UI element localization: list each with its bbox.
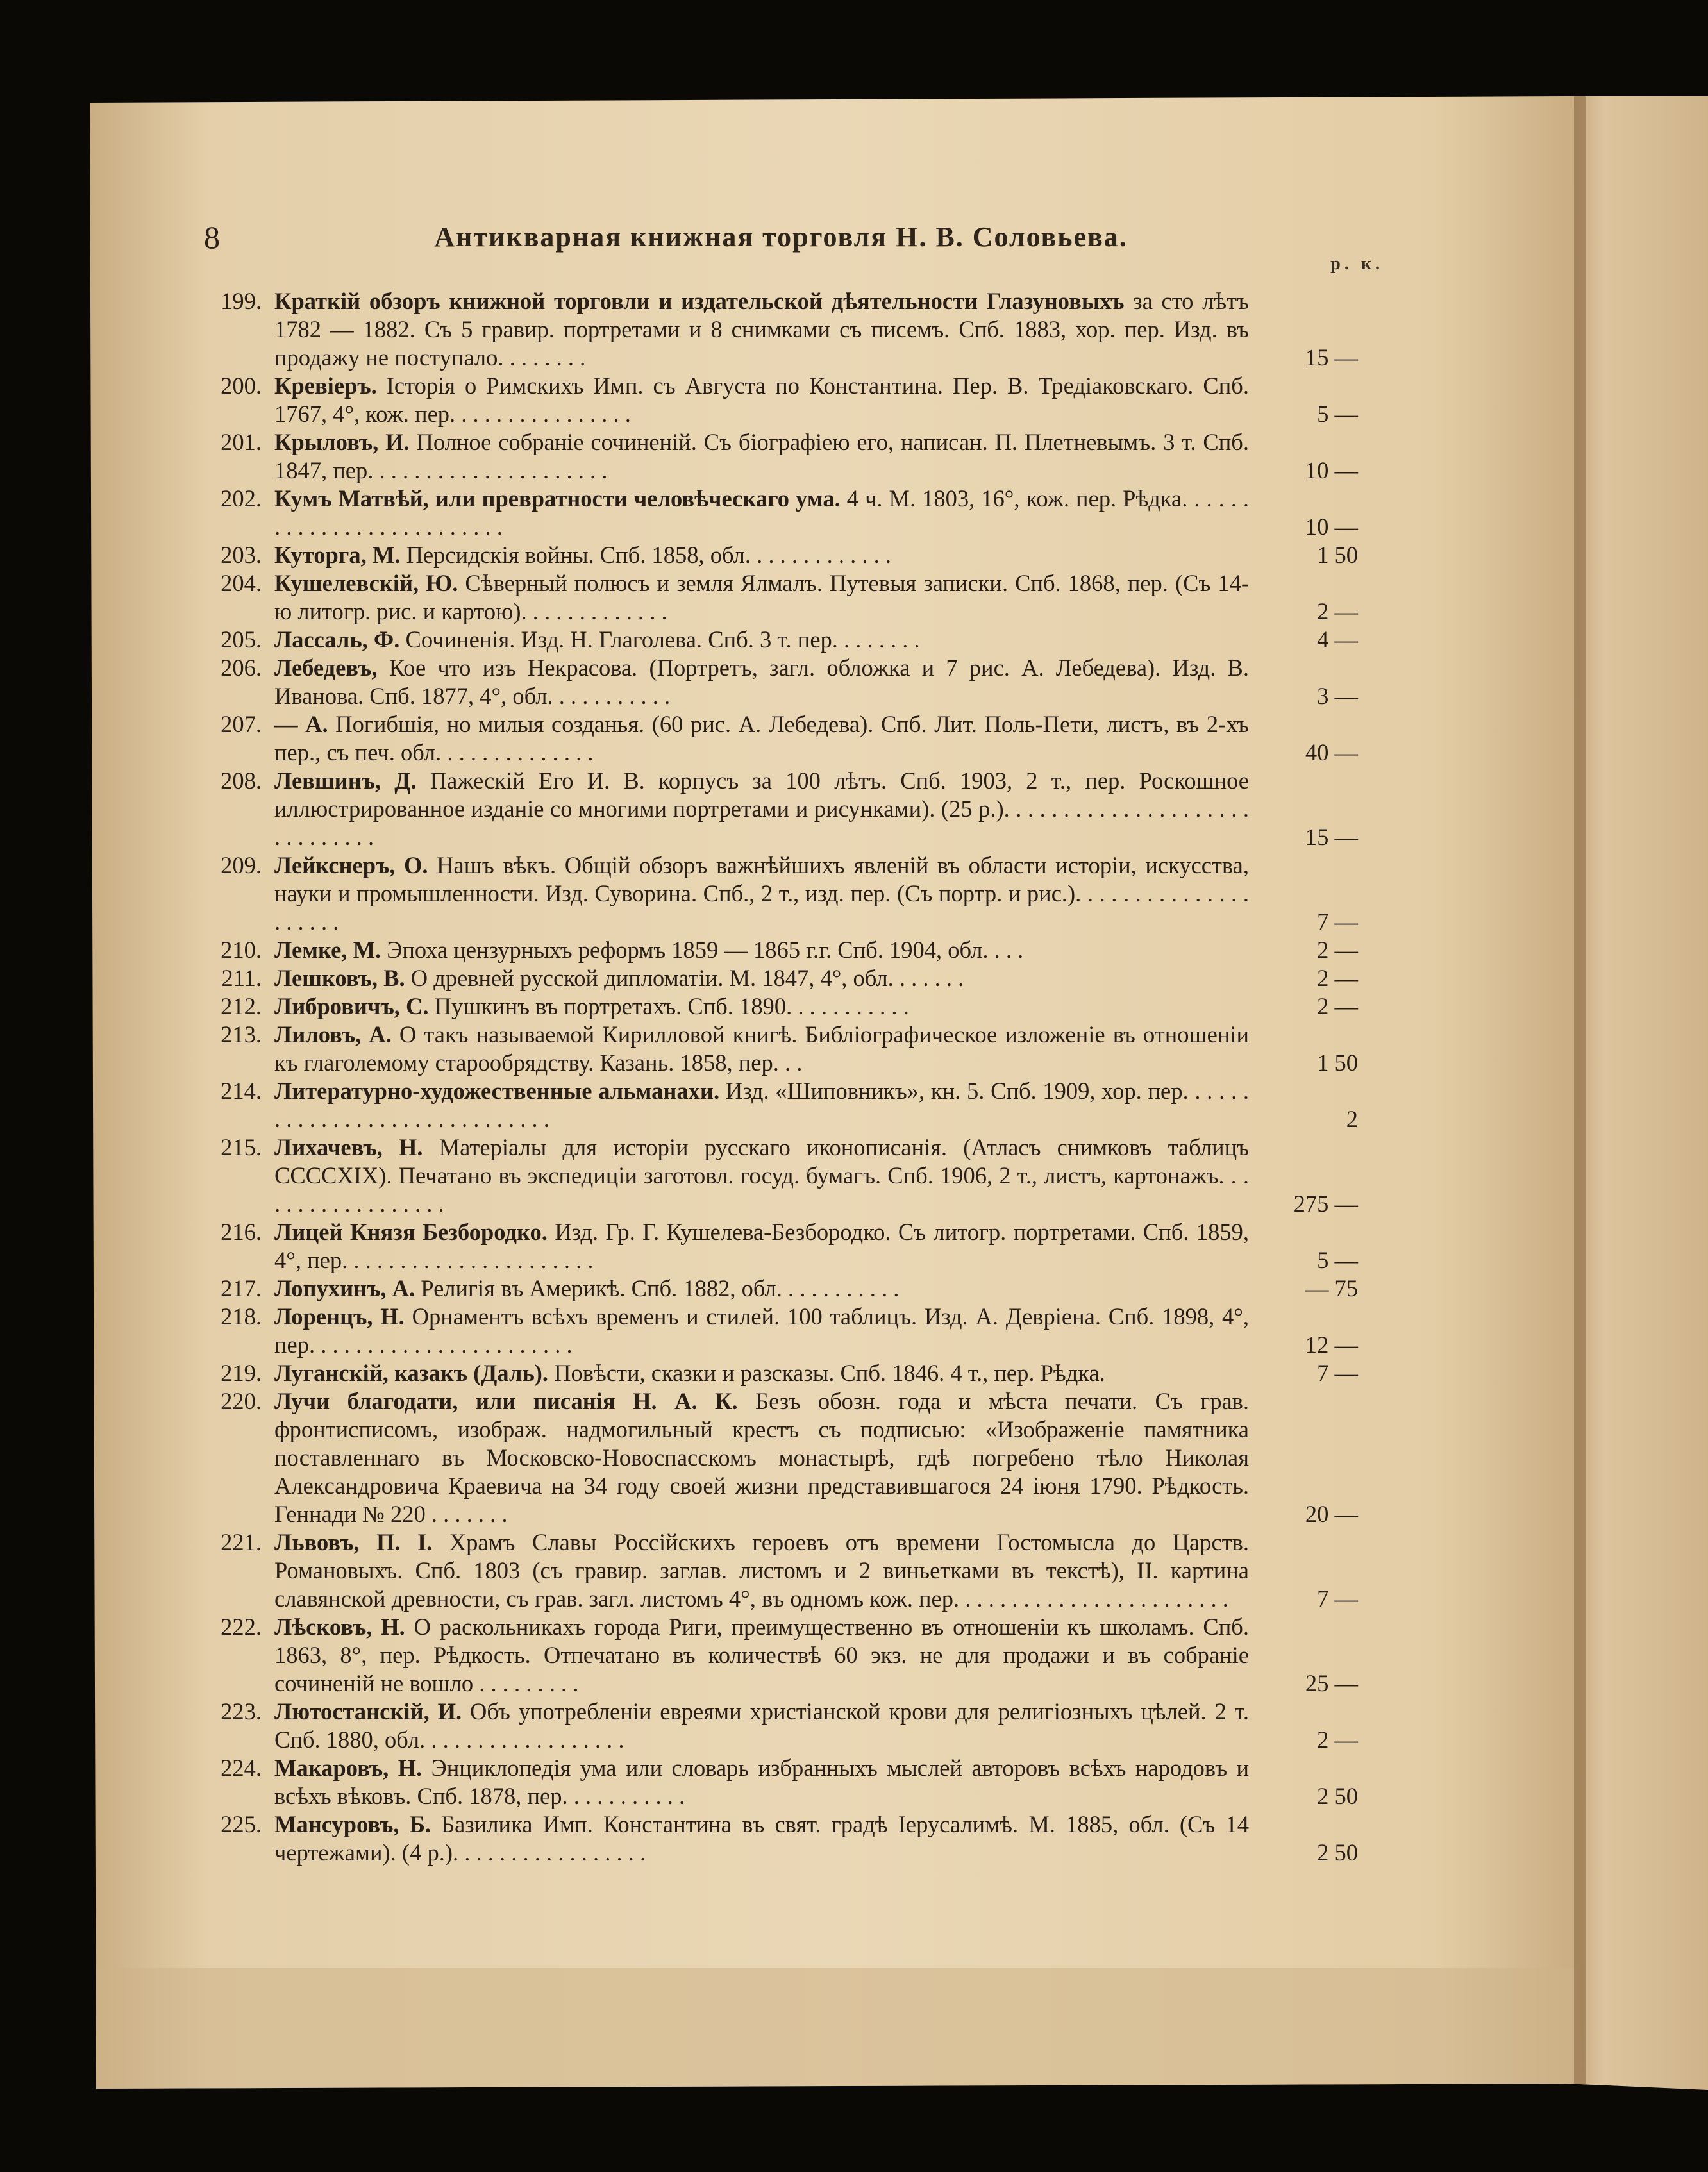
entry-price: — 75 xyxy=(1305,1275,1358,1301)
entry-text: О такъ называемой Кирилловой книгѣ. Библіографическое изложеніе въ отношеніи къ глаголемому старообрядству. Казань. 1858, пер. . . xyxy=(274,1021,1249,1076)
catalog-entry xyxy=(204,710,1358,767)
entry-price: 2 xyxy=(1346,1106,1358,1132)
catalog-entry xyxy=(204,428,1358,485)
entry-text: Іcторія о Римскихъ Имп. съ Августа по Константина. Пер. В. Тредіаковскаго. Спб. 1767, 4°, кож. пер. . . . . . . . . . . . . . . . xyxy=(274,372,1249,427)
entry-author: Лиловъ, А. xyxy=(274,1021,392,1048)
entry-description xyxy=(274,1528,1249,1613)
entry-description xyxy=(274,1387,1249,1528)
entry-author: Лешковъ, В. xyxy=(274,965,405,991)
page-shadow-lower xyxy=(96,1968,1584,2089)
entry-number: 204. xyxy=(221,570,262,596)
entry-description xyxy=(274,541,1249,569)
entry-text: 4 ч. М. 1803, 16°, кож. пер. Рѣдка. . . . . . . . . . . . . . . . . . . . . . . . . . xyxy=(274,485,1249,540)
entry-author: Крыловъ, И. xyxy=(274,429,410,455)
entry-author: Лебедевъ, xyxy=(274,655,378,681)
entry-price: 2 — xyxy=(1317,598,1358,624)
entry-price: 15 — xyxy=(1305,344,1358,371)
entry-number: 223. xyxy=(221,1698,262,1725)
entry-description xyxy=(274,626,1249,654)
entry-price: 12 — xyxy=(1305,1332,1358,1358)
catalog-entry xyxy=(204,569,1358,626)
entry-number: 206. xyxy=(221,655,262,681)
catalog-entry xyxy=(204,1021,1358,1077)
entry-number: 217. xyxy=(221,1275,262,1301)
entry-description xyxy=(274,1274,1249,1303)
catalog-entry xyxy=(204,1698,1358,1754)
entry-number: 216. xyxy=(221,1219,262,1245)
entry-description xyxy=(274,851,1249,936)
entry-text: Кое что изъ Некрасова. (Портретъ, загл. обложка и 7 рис. А. Лебедева). Изд. В. Иванова. Спб. 1877, 4°, обл. . . . . . . . . . . xyxy=(274,655,1249,709)
entry-number: 213. xyxy=(221,1021,262,1048)
entry-price: 2 — xyxy=(1317,993,1358,1019)
entry-description xyxy=(274,1613,1249,1698)
entry-text: Полное собраніе сочиненій. Съ біографіею его, написан. П. Плетневымъ. 3 т. Спб. 1847, пер. . . . . . . . . . . . . . . . . . . . . xyxy=(274,429,1249,483)
entry-description xyxy=(274,936,1249,964)
entry-number: 199. xyxy=(221,288,262,314)
entry-text: О древней русской дипломатіи. М. 1847, 4°, обл. . . . . . . xyxy=(405,965,964,991)
entry-number: 208. xyxy=(221,767,262,794)
entry-description xyxy=(274,964,1249,992)
catalog-entry xyxy=(204,1754,1358,1810)
entry-description xyxy=(274,710,1249,767)
catalog-entry xyxy=(204,964,1358,992)
entry-author: Кревіеръ. xyxy=(274,372,377,399)
entry-text: Безъ обозн. года и мѣста печати. Съ грав. фронтисписомъ, изображ. надмогильный крестъ съ подписью: «Изображеніе памятника поставленнаго въ Московско-Новоспасскомъ монастырѣ, гдѣ погребено тѣло Николая Александровича Краевича на 34 году своей жизни представившагося 24 іюня 1790. Рѣдкость. Геннади № 220 . . . . . . . xyxy=(274,1388,1249,1527)
catalog-entry xyxy=(204,485,1358,541)
entry-number: 224. xyxy=(221,1755,262,1781)
entry-description xyxy=(274,428,1249,485)
entry-price: 20 — xyxy=(1305,1501,1358,1527)
entry-number: 212. xyxy=(221,993,262,1019)
entry-number: 215. xyxy=(221,1134,262,1160)
catalog-entry xyxy=(204,1274,1358,1303)
entry-price: 5 — xyxy=(1317,401,1358,427)
catalog-entry xyxy=(204,992,1358,1021)
entry-description xyxy=(274,287,1249,372)
entry-price: 10 — xyxy=(1305,514,1358,540)
catalog-entry xyxy=(204,1359,1358,1387)
catalog-entry xyxy=(204,541,1358,569)
entry-description xyxy=(274,485,1249,541)
entry-text: Пажескій Его И. В. корпусъ за 100 лѣтъ. Спб. 1903, 2 т., пер. Роскошное иллюстрированное изданіе со многими портретами и рисунками). (25 р.). . . . . . . . . . . . . . . . . . . . . . . . . . . . . . xyxy=(274,767,1249,850)
entry-number: 207. xyxy=(221,711,262,737)
entry-price: 40 — xyxy=(1305,739,1358,765)
entry-number: 214. xyxy=(221,1078,262,1104)
price-columns-label: р. к. xyxy=(1330,254,1384,274)
entry-author: Лютостанскій, И. xyxy=(274,1698,462,1725)
entry-author: Лемке, М. xyxy=(274,937,381,963)
entry-text: Энциклопедія ума или словарь избранныхъ мыслей авторовъ всѣхъ народовъ и всѣхъ вѣковъ. Спб. 1878, пер. . . . . . . . . . . xyxy=(274,1755,1249,1809)
entry-text: Матеріалы для исторіи русскаго иконописанія. (Атласъ снимковъ таблицъ CCCCXIX). Печатано въ экспедиціи заготовл. госуд. бумагъ. Спб. 1906, 2 т., листъ, картонажъ. . . . . . . . . . . . . . . . . . xyxy=(274,1134,1249,1217)
entry-number: 218. xyxy=(221,1303,262,1330)
entry-text: Объ употребленіи евреями христіанской крови для религіозныхъ цѣлей. 2 т. Спб. 1880, обл. . . . . . . . . . . . . . . . . . xyxy=(274,1698,1249,1753)
entry-description xyxy=(274,1021,1249,1077)
page-header xyxy=(204,212,1384,274)
entry-text: Изд. «Шиповникъ», кн. 5. Спб. 1909, хор. пер. . . . . . . . . . . . . . . . . . . . . . . . . . . . . . xyxy=(274,1078,1249,1132)
entry-description xyxy=(274,1359,1249,1387)
entry-author: — А. xyxy=(274,711,328,737)
entry-price: 4 — xyxy=(1317,626,1358,653)
entry-text: Эпоха цензурныхъ реформъ 1859 — 1865 г.г. Спб. 1904, обл. . . . xyxy=(381,937,1024,963)
catalog-entry xyxy=(204,1528,1358,1613)
catalog-entry xyxy=(204,1613,1358,1698)
entry-author: Лицей Князя Безбородко. xyxy=(274,1219,548,1245)
entry-number: 200. xyxy=(221,372,262,399)
entry-price: 2 — xyxy=(1317,965,1358,991)
entry-author: Лоренцъ, Н. xyxy=(274,1303,405,1330)
catalog-entry xyxy=(204,372,1358,428)
entry-description xyxy=(274,654,1249,710)
entry-description xyxy=(274,1810,1249,1867)
entry-author: Литературно-художественные альманахи. xyxy=(274,1078,720,1104)
entry-author: Лейкснеръ, О. xyxy=(274,852,428,878)
entry-price: 1 50 xyxy=(1317,542,1358,568)
entry-author: Лопухинъ, А. xyxy=(274,1275,415,1301)
entry-number: 201. xyxy=(221,429,262,455)
entry-price: 15 — xyxy=(1305,824,1358,850)
entry-price: 2 50 xyxy=(1317,1839,1358,1866)
entry-description xyxy=(274,372,1249,428)
entry-number: 221. xyxy=(221,1529,262,1555)
entry-text: Орнаментъ всѣхъ временъ и стилей. 100 таблицъ. Изд. А. Девріена. Спб. 1898, 4°, пер. . . . . . . . . . . . . . . . . . . . . . . xyxy=(274,1303,1249,1358)
entry-author: Кушелевскій, Ю. xyxy=(274,570,458,596)
entry-author: Макаровъ, Н. xyxy=(274,1755,423,1781)
catalog-entry xyxy=(204,1387,1358,1528)
catalog-entry xyxy=(204,1810,1358,1867)
entry-description xyxy=(274,1218,1249,1274)
entry-author: Лѣсковъ, Н. xyxy=(274,1614,405,1640)
entry-description xyxy=(274,992,1249,1021)
catalog-entry xyxy=(204,1303,1358,1359)
entry-number: 222. xyxy=(221,1614,262,1640)
entry-text: Базилика Имп. Константина въ свят. градѣ Іерусалимѣ. М. 1885, обл. (Съ 14 чертежами). (4 р.). . . . . . . . . . . . . . . . . xyxy=(274,1811,1249,1866)
catalog-entry xyxy=(204,851,1358,936)
catalog-entry xyxy=(204,287,1358,372)
catalog-entry xyxy=(204,1218,1358,1274)
entry-text: за сто лѣтъ 1782 — 1882. Съ 5 гравир. портретами и 8 снимками съ писемъ. Спб. 1883, хор. пер. Изд. въ продажу не поступало. . . . . . . . xyxy=(274,288,1249,371)
entry-author: Левшинъ, Д. xyxy=(274,767,417,794)
catalog-entry xyxy=(204,1077,1358,1133)
entry-number: 211. xyxy=(221,965,262,991)
page-number: 8 xyxy=(204,219,220,255)
entry-number: 219. xyxy=(221,1360,262,1386)
entry-author: Мансуровъ, Б. xyxy=(274,1811,431,1837)
entry-text: Пушкинъ въ портретахъ. Спб. 1890. . . . . . . . . . . xyxy=(428,993,909,1019)
entry-number: 210. xyxy=(221,937,262,963)
catalog-entry xyxy=(204,626,1358,654)
entry-price: 1 50 xyxy=(1317,1049,1358,1076)
entry-text: Изд. Гр. Г. Кушелева-Безбородко. Съ литогр. портретами. Спб. 1859, 4°, пер. . . . . . . . . . . . . . . . . . . . . . xyxy=(274,1219,1249,1273)
catalog-entry xyxy=(204,654,1358,710)
catalog-entry xyxy=(204,936,1358,964)
entry-description xyxy=(274,1077,1249,1133)
entry-text: Сочиненія. Изд. Н. Глаголева. Спб. 3 т. пер. . . . . . . . xyxy=(399,626,920,653)
entry-author: Кумъ Матвѣй, или превратности человѣческаго ума. xyxy=(274,485,841,512)
entry-author: Лихачевъ, Н. xyxy=(274,1134,423,1160)
entry-price: 2 — xyxy=(1317,1726,1358,1753)
catalog-page xyxy=(204,212,1384,1942)
entry-description xyxy=(274,569,1249,626)
entry-text: Погибшія, но милыя созданья. (60 рис. А. Лебедева). Спб. Лит. Поль-Пети, листъ, въ 2-хъ пер., съ печ. обл. . . . . . . . . . . . . . xyxy=(274,711,1250,765)
entry-number: 202. xyxy=(221,485,262,512)
entry-author: Куторга, М. xyxy=(274,542,401,568)
entry-number: 220. xyxy=(221,1388,262,1414)
entry-price: 3 — xyxy=(1317,683,1358,709)
entry-price: 7 — xyxy=(1317,908,1358,935)
entry-description xyxy=(274,767,1249,851)
entry-description xyxy=(274,1303,1249,1359)
entry-text: Персидскія войны. Спб. 1858, обл. . . . . . . . . . . . . xyxy=(400,542,891,568)
entry-text: Религія въ Америкѣ. Спб. 1882, обл. . . . . . . . . . . xyxy=(415,1275,900,1301)
entry-price: 7 — xyxy=(1317,1585,1358,1612)
entry-text: О раскольникахъ города Риги, преимущественно въ отношеніи къ школамъ. Спб. 1863, 8°, пер. Рѣдкость. Отпечатано въ количествѣ 60 экз. не для продажи и въ собраніе сочиненій не вошло . . . . . . . . . xyxy=(274,1614,1249,1696)
entry-text: Храмъ Славы Россійскихъ героевъ отъ времени Гостомысла до Царств. Романовыхъ. Спб. 1803 (съ гравир. заглав. листомъ и 2 виньетками въ текстѣ), II. картина славянской древности, съ грав. загл. листомъ 4°, въ одномъ кож. пер. . . . . . . . . . . . . . . . . . . . . . . . xyxy=(274,1529,1249,1612)
entry-number: 209. xyxy=(221,852,262,878)
entry-price: 10 — xyxy=(1305,457,1358,483)
entry-text: Нашъ вѣкъ. Общій обзоръ важнѣйшихъ явленій въ области исторіи, искусства, науки и промышленности. Изд. Суворина. Спб., 2 т., изд. пер. (Съ портр. и рис.). . . . . . . . . . . . . . . . . . . . . xyxy=(274,852,1249,935)
entry-author: Луганскій, казакъ (Даль). xyxy=(274,1360,549,1386)
running-head: Антикварная книжная торговля Н. В. Соловьева. xyxy=(434,221,1128,253)
entry-author: Лучи благодати, или писанія Н. А. К. xyxy=(274,1388,738,1414)
entry-description xyxy=(274,1754,1249,1810)
entry-price: 25 — xyxy=(1305,1670,1358,1696)
entry-text: Сѣверный полюсъ и земля Ялмалъ. Путевыя записки. Спб. 1868, пер. (Съ 14-ю литогр. рис. и картою). . . . . . . . . . . . . xyxy=(274,570,1249,624)
entry-number: 203. xyxy=(221,542,262,568)
entry-text: Повѣсти, сказки и разсказы. Спб. 1846. 4 т., пер. Рѣдка. xyxy=(548,1360,1105,1386)
entry-price: 5 — xyxy=(1317,1247,1358,1273)
entry-author: Краткій обзоръ книжной торговли и издательской дѣятельности Глазуновыхъ xyxy=(274,288,1125,314)
entry-description xyxy=(274,1698,1249,1754)
entry-number: 205. xyxy=(221,626,262,653)
entry-price: 7 — xyxy=(1317,1360,1358,1386)
catalog-entry xyxy=(204,767,1358,851)
entry-author: Либровичъ, С. xyxy=(274,993,429,1019)
entry-author: Львовъ, П. І. xyxy=(274,1529,433,1555)
entry-price: 2 50 xyxy=(1317,1783,1358,1809)
entry-price: 2 — xyxy=(1317,937,1358,963)
entry-author: Лассаль, Ф. xyxy=(274,626,400,653)
catalog-entry xyxy=(204,1133,1358,1218)
entry-price: 275 — xyxy=(1293,1190,1358,1217)
catalog-entries xyxy=(204,287,1358,1867)
entry-description xyxy=(274,1133,1249,1218)
entry-number: 225. xyxy=(221,1811,262,1837)
